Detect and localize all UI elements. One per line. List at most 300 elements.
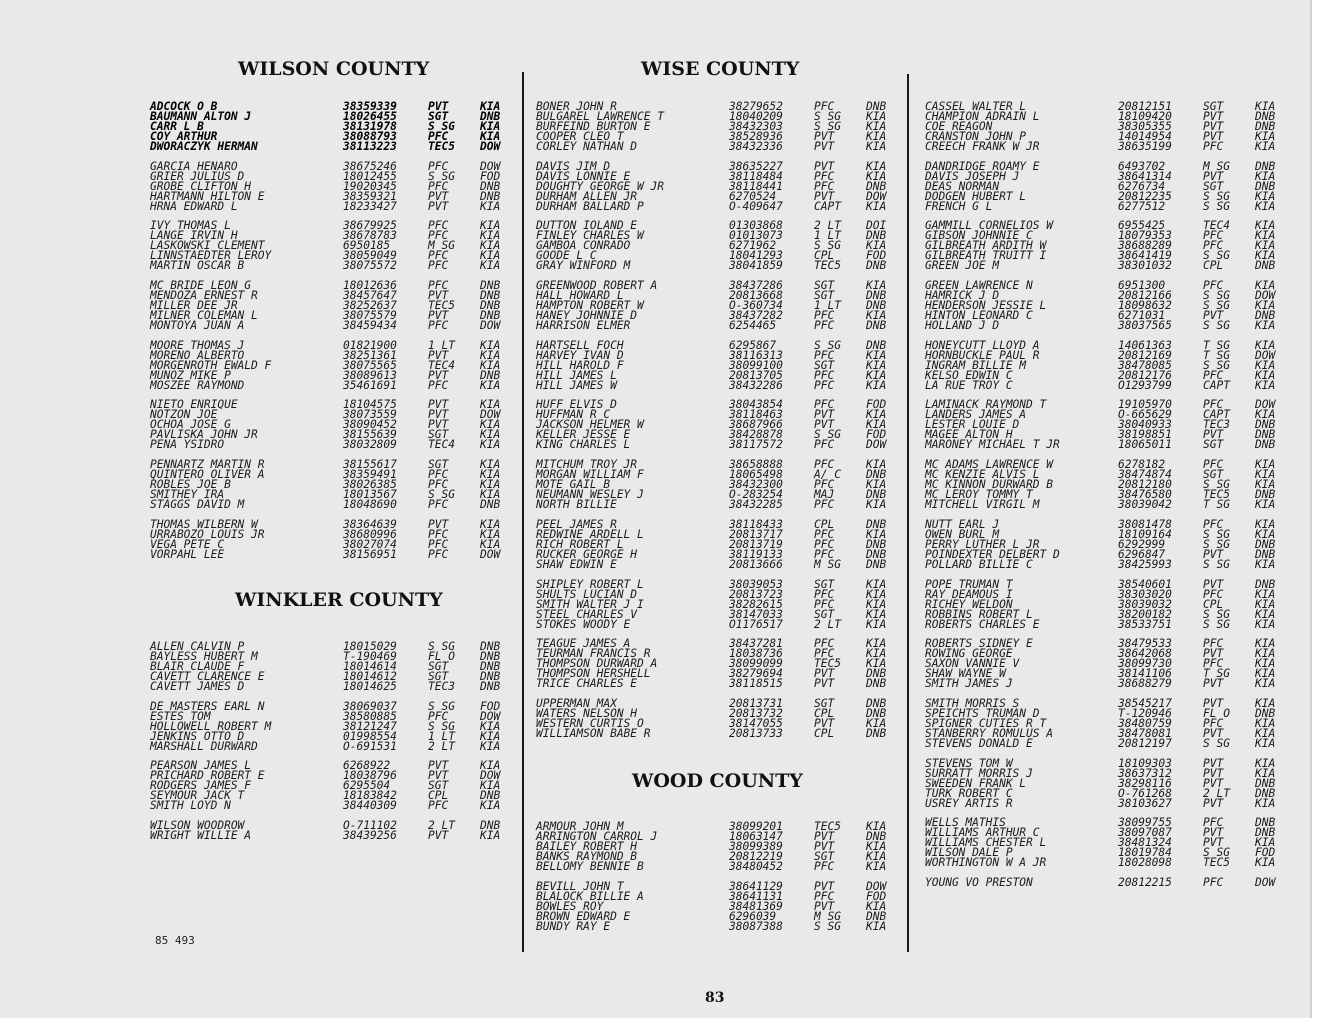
entry-rank: PVT <box>814 418 835 432</box>
entry-status: DNB <box>866 468 887 482</box>
entry-rank: PFC <box>1203 279 1224 293</box>
entry-serial: 38156951 <box>343 547 397 561</box>
entry-status: KIA <box>1255 478 1276 492</box>
entry-status: KIA <box>480 249 501 263</box>
entry-serial: 20813717 <box>729 527 783 541</box>
entry-name: SWEEDEN FRANK L <box>925 776 1027 790</box>
entry-name: PAVLISKA JOHN JR <box>150 428 258 442</box>
entry-serial: 18013567 <box>343 488 397 502</box>
entry-serial: 6277512 <box>1118 199 1166 213</box>
entry-status: DNB <box>1255 816 1276 830</box>
entry-rank: SGT <box>428 670 449 683</box>
entry-name: HARTSELL FOCH <box>536 338 624 352</box>
entry-rank: PFC <box>428 319 449 333</box>
entry-name: BOWLES ROY <box>536 899 604 913</box>
entry-name: RICHEY WELDON <box>925 597 1013 611</box>
entry-serial: 38432303 <box>729 120 783 133</box>
entry-rank: PVT <box>814 830 835 843</box>
entry-serial: 6292999 <box>1118 537 1166 551</box>
entry-rank: S SG <box>814 338 841 352</box>
entry-serial: 38075579 <box>343 309 397 323</box>
entry-serial: 38141106 <box>1118 667 1172 681</box>
entry-serial: 20813733 <box>729 726 783 740</box>
heading-wilson-county: WILSON COUNTY <box>238 58 430 80</box>
entry-rank: S SG <box>814 110 841 123</box>
entry-serial: 38359321 <box>343 189 397 203</box>
entry-rank: SGT <box>814 577 835 591</box>
entry-name: BAUMANN ALTON J <box>150 110 252 123</box>
entry-serial: 20813723 <box>729 587 783 601</box>
entry-status: DOW <box>866 189 887 203</box>
entry-status: KIA <box>1255 736 1276 750</box>
entry-serial: 6493702 <box>1118 159 1166 173</box>
entry-rank: PVT <box>814 159 835 173</box>
entry-serial: 38641131 <box>729 889 783 903</box>
entry-status: KIA <box>1255 299 1276 313</box>
entry-serial: 38439256 <box>343 829 397 843</box>
entry-status: KIA <box>1255 100 1276 113</box>
entry-status: KIA <box>480 378 501 392</box>
entry-status: KIA <box>480 428 501 442</box>
entry-rank: 2 LT <box>1203 786 1230 800</box>
entry-rank: SGT <box>814 279 835 293</box>
entry-name: ROBBINS ROBERT L <box>925 607 1033 621</box>
entry-serial: 38147033 <box>729 607 783 621</box>
entry-rank: 2 LT <box>428 739 455 753</box>
entry-name: GRIER JULIUS D <box>150 169 245 183</box>
entry-status: DNB <box>480 640 501 653</box>
entry-rank: M SG <box>1203 159 1230 173</box>
entry-status: KIA <box>480 398 501 412</box>
entry-name: MOORE THOMAS J <box>150 338 245 352</box>
entry-rank: S SG <box>814 120 841 133</box>
entry-rank: PFC <box>428 279 449 293</box>
entry-rank: S SG <box>1203 358 1230 372</box>
entry-name: LASKOWSKI CLEMENT <box>150 239 265 253</box>
entry-name: MARTIN OSCAR B <box>150 259 245 273</box>
entry-rank: CAPT <box>1203 408 1230 422</box>
entry-name: USREY ARTIS R <box>925 796 1013 810</box>
entry-rank: 2 LT <box>814 219 841 233</box>
entry-rank: PVT <box>1203 836 1224 850</box>
entry-name: WESTERN CURTIS O <box>536 716 644 730</box>
entry-name: WATERS NELSON H <box>536 706 638 720</box>
entry-rank: T SG <box>1203 338 1230 352</box>
entry-status: KIA <box>480 719 501 733</box>
entry-serial: 18012636 <box>343 279 397 293</box>
entry-serial: O-409647 <box>729 199 783 213</box>
entry-rank: PVT <box>428 368 449 382</box>
entry-status: DNB <box>1255 786 1276 800</box>
entry-name: KING CHARLES L <box>536 438 631 452</box>
entry-serial: 38279694 <box>729 667 783 681</box>
entry-rank: PFC <box>428 259 449 273</box>
entry-rank: S SG <box>428 488 455 502</box>
entry-serial: 18014612 <box>343 670 397 683</box>
entry-status: KIA <box>480 219 501 233</box>
entry-name: NUTT EARL J <box>925 517 1000 531</box>
entry-name: DUTTON IOLAND E <box>536 219 638 233</box>
entry-serial: 38043854 <box>729 398 783 412</box>
entry-status: KIA <box>866 458 887 472</box>
entry-status: KIA <box>1255 229 1276 243</box>
entry-name: HUFF ELVIS D <box>536 398 617 412</box>
entry-rank: MAJ <box>814 488 835 502</box>
entry-serial: 35461691 <box>343 378 397 392</box>
entry-name: SHAW EDWIN E <box>536 557 617 571</box>
entry-name: SMITH JAMES J <box>925 677 1013 691</box>
entry-name: SEYMOUR JACK T <box>150 789 245 803</box>
entry-name: BULGAREL LAWRENCE T <box>536 110 664 123</box>
entry-name: KELSO EDWIN C <box>925 368 1013 382</box>
entry-status: FOD <box>866 249 887 263</box>
entry-serial: 18012455 <box>343 169 397 183</box>
entry-serial: 18040209 <box>729 110 783 123</box>
entry-serial: 38688289 <box>1118 239 1172 253</box>
entry-serial: 38198851 <box>1118 428 1172 442</box>
entry-status: KIA <box>1255 169 1276 183</box>
entry-name: HALL HOWARD L <box>536 289 624 303</box>
entry-status: DNB <box>480 368 501 382</box>
entry-serial: 38073559 <box>343 408 397 422</box>
entry-status: KIA <box>1255 249 1276 263</box>
entry-rank: FL O <box>1203 706 1230 720</box>
entry-rank: PVT <box>1203 766 1224 780</box>
entry-status: KIA <box>1255 657 1276 671</box>
entry-rank: PVT <box>1203 577 1224 591</box>
entry-serial: 18014625 <box>343 680 397 693</box>
entry-serial: 38039053 <box>729 577 783 591</box>
entry-rank: TEC3 <box>428 680 455 693</box>
entry-name: NORTH BILLIE <box>536 498 617 512</box>
entry-name: CARR L B <box>150 120 204 133</box>
entry-serial: 38026385 <box>343 478 397 492</box>
entry-serial: 38678783 <box>343 229 397 243</box>
entry-rank: S SG <box>1203 527 1230 541</box>
entry-status: KIA <box>1255 140 1276 153</box>
entry-serial: 38687966 <box>729 418 783 432</box>
entry-name: PEARSON JAMES L <box>150 759 252 773</box>
entry-status: KIA <box>866 348 887 362</box>
entry-serial: 38155617 <box>343 458 397 472</box>
entry-serial: 38059049 <box>343 249 397 263</box>
entry-serial: 01013073 <box>729 229 783 243</box>
entry-serial: 38118441 <box>729 179 783 193</box>
entry-name: DAVIS JOSEPH J <box>925 169 1020 183</box>
entry-rank: PFC <box>428 709 449 723</box>
entry-name: FINLEY CHARLES W <box>536 229 644 243</box>
entry-name: BUNDY RAY E <box>536 919 611 933</box>
entry-status: KIA <box>866 919 887 933</box>
entry-name: THOMPSON DURWARD A <box>536 657 658 671</box>
entry-rank: SGT <box>814 696 835 710</box>
entry-status: DOW <box>480 159 501 173</box>
entry-rank: PVT <box>428 408 449 422</box>
entry-status: KIA <box>1255 199 1276 213</box>
entry-serial: 18079353 <box>1118 229 1172 243</box>
entry-status: DNB <box>480 309 501 323</box>
entry-serial: 38200182 <box>1118 607 1172 621</box>
entry-status: DNB <box>1255 826 1276 840</box>
entry-name: SMITHEY IRA <box>150 488 225 502</box>
entry-status: DOW <box>480 140 501 153</box>
entry-name: DURHAM ALLEN JR <box>536 189 638 203</box>
entry-name: GROBE CLIFTON H <box>150 179 252 193</box>
entry-name: MAGEE ALTON H <box>925 428 1013 442</box>
entry-rank: S SG <box>1203 617 1230 631</box>
entry-name: PRICHARD ROBERT E <box>150 769 265 783</box>
entry-rank: PFC <box>428 159 449 173</box>
entry-rank: CAPT <box>1203 378 1230 392</box>
entry-name: SHULTS LUCIAN D <box>536 587 638 601</box>
entry-status: KIA <box>1255 836 1276 850</box>
entry-serial: 38481324 <box>1118 836 1172 850</box>
entry-serial: 38113223 <box>343 140 397 153</box>
entry-rank: TEC4 <box>428 358 455 372</box>
entry-status: KIA <box>866 159 887 173</box>
entry-status: FOD <box>866 428 887 442</box>
entry-name: BLALOCK BILLIE A <box>536 889 644 903</box>
entry-serial: 6950185 <box>343 239 391 253</box>
entry-rank: PFC <box>814 597 835 611</box>
entry-rank: CPL <box>814 517 835 531</box>
entry-status: KIA <box>1255 557 1276 571</box>
entry-name: ALLEN CALVIN P <box>150 640 245 653</box>
entry-status: KIA <box>1255 756 1276 770</box>
entry-status: DNB <box>480 789 501 803</box>
entry-rank: TEC5 <box>814 820 841 833</box>
entry-rank: PFC <box>428 229 449 243</box>
entry-rank: PVT <box>814 840 835 853</box>
entry-name: MONTOYA JUAN A <box>150 319 245 333</box>
entry-status: KIA <box>1255 597 1276 611</box>
entry-status: DNB <box>866 547 887 561</box>
entry-serial: 38099730 <box>1118 657 1172 671</box>
entry-status: KIA <box>1255 458 1276 472</box>
entry-status: DNB <box>866 319 887 333</box>
entry-status: KIA <box>1255 358 1276 372</box>
entry-name: IVY THOMAS L <box>150 219 231 233</box>
entry-serial: 18063147 <box>729 830 783 843</box>
entry-name: BONER JOHN R <box>536 100 617 113</box>
entry-name: POINDEXTER DELBERT D <box>925 547 1060 561</box>
entry-status: KIA <box>480 348 501 362</box>
entry-rank: S SG <box>1203 557 1230 571</box>
entry-status: DNB <box>480 279 501 293</box>
entry-status: KIA <box>480 229 501 243</box>
entry-serial: 38099389 <box>729 840 783 853</box>
entry-name: COY ARTHUR <box>150 130 218 143</box>
entry-rank: PFC <box>428 468 449 482</box>
entry-status: KIA <box>480 418 501 432</box>
entry-status: KIA <box>866 199 887 213</box>
entry-rank: CPL <box>1203 597 1224 611</box>
entry-status: DNB <box>866 517 887 531</box>
entry-serial: 38364639 <box>343 517 397 531</box>
entry-rank: PFC <box>428 547 449 561</box>
entry-status: KIA <box>866 607 887 621</box>
entry-serial: 6278182 <box>1118 458 1166 472</box>
entry-rank: TEC5 <box>428 140 455 153</box>
entry-rank: TEC5 <box>1203 856 1230 870</box>
entry-status: DNB <box>1255 776 1276 790</box>
entry-rank: PFC <box>428 478 449 492</box>
entry-name: STEVENS TOM W <box>925 756 1013 770</box>
entry-name: LANDERS JAMES A <box>925 408 1027 422</box>
entry-rank: PFC <box>428 378 449 392</box>
entry-serial: 38252637 <box>343 299 397 313</box>
entry-status: DNB <box>480 680 501 693</box>
entry-serial: 18015029 <box>343 640 397 653</box>
entry-rank: SGT <box>428 428 449 442</box>
entry-serial: 18048690 <box>343 498 397 512</box>
entry-name: ROWING GEORGE <box>925 647 1013 661</box>
entry-name: SMITH MORRIS S <box>925 696 1020 710</box>
entry-rank: PFC <box>814 319 835 333</box>
entry-rank: S SG <box>1203 199 1230 213</box>
entry-serial: 38099099 <box>729 657 783 671</box>
entry-status: KIA <box>1255 607 1276 621</box>
entry-serial: 38075565 <box>343 358 397 372</box>
entry-status: KIA <box>1255 667 1276 681</box>
entry-serial: 38437286 <box>729 279 783 293</box>
entry-status: DOW <box>1255 398 1276 412</box>
entry-rank: PFC <box>428 130 449 143</box>
entry-name: ARMOUR JOHN M <box>536 820 624 833</box>
entry-name: NOTZON JOE <box>150 408 218 422</box>
entry-status: KIA <box>1255 716 1276 730</box>
entry-serial: 18038736 <box>729 647 783 661</box>
entry-rank: S SG <box>428 640 455 653</box>
entry-name: CHAMPION ADRAIN L <box>925 110 1040 123</box>
entry-serial: 6955425 <box>1118 219 1166 233</box>
entry-name: ARRINGTON CARROL J <box>536 830 658 843</box>
entry-serial: 38118433 <box>729 517 783 531</box>
entry-serial: 20812197 <box>1118 736 1172 750</box>
entry-serial: 6270524 <box>729 189 777 203</box>
entry-rank: S SG <box>1203 289 1230 303</box>
entry-status: DNB <box>1255 488 1276 502</box>
entry-name: DANDRIDGE ROAMY E <box>925 159 1040 173</box>
entry-serial: 38118484 <box>729 169 783 183</box>
entry-serial: 38440309 <box>343 799 397 813</box>
entry-serial: 38474874 <box>1118 468 1172 482</box>
entry-serial: O-665629 <box>1118 408 1172 422</box>
entry-serial: 18109420 <box>1118 110 1172 123</box>
entry-name: MOTE GAIL B <box>536 478 611 492</box>
entry-name: GAMBOA CONRADO <box>536 239 631 253</box>
entry-rank: S SG <box>1203 249 1230 263</box>
entry-serial: 38675246 <box>343 159 397 173</box>
entry-serial: 38103627 <box>1118 796 1172 810</box>
entry-serial: T-190469 <box>343 650 397 663</box>
entry-serial: 18019784 <box>1118 846 1172 860</box>
entry-serial: 38147055 <box>729 716 783 730</box>
entry-status: KIA <box>1255 189 1276 203</box>
entry-status: DNB <box>866 100 887 113</box>
entry-name: MORGAN WILLIAM F <box>536 468 644 482</box>
entry-rank: PVT <box>814 130 835 143</box>
entry-status: DOW <box>480 769 501 783</box>
entry-status: KIA <box>480 100 501 113</box>
entry-serial: 6254465 <box>729 319 777 333</box>
entry-name: BURFEIND BURTON E <box>536 120 651 133</box>
entry-status: DOW <box>1255 875 1276 889</box>
entry-name: HONEYCUTT LLOYD A <box>925 338 1040 352</box>
entry-serial: 20812169 <box>1118 348 1172 362</box>
entry-serial: O-711102 <box>343 819 397 833</box>
entry-serial: 18038796 <box>343 769 397 783</box>
entry-serial: 38481369 <box>729 899 783 913</box>
entry-serial: 38480759 <box>1118 716 1172 730</box>
entry-rank: PFC <box>814 587 835 601</box>
entry-status: DNB <box>866 299 887 313</box>
entry-rank: PFC <box>814 309 835 323</box>
entry-serial: 38089613 <box>343 368 397 382</box>
entry-rank: PVT <box>428 189 449 203</box>
entry-name: GARCIA HENARO <box>150 159 238 173</box>
entry-serial: 38081478 <box>1118 517 1172 531</box>
entry-name: BELLOMY BENNIE B <box>536 860 644 873</box>
entry-status: KIA <box>866 358 887 372</box>
heading-winkler-county: WINKLER COUNTY <box>235 589 443 611</box>
entry-name: PENA YSIDRO <box>150 438 225 452</box>
entry-name: DWORACZYK HERMAN <box>150 140 258 153</box>
entry-status: KIA <box>1255 408 1276 422</box>
entry-status: KIA <box>1255 856 1276 870</box>
entry-name: HINTON LEONARD C <box>925 309 1033 323</box>
entry-name: URRABOZO LOUIS JR <box>150 527 265 541</box>
entry-serial: 38099100 <box>729 358 783 372</box>
entry-status: DNB <box>866 537 887 551</box>
entry-rank: SGT <box>428 660 449 673</box>
entry-rank: PVT <box>1203 647 1224 661</box>
entry-name: CORLEY NATHAN D <box>536 140 638 153</box>
entry-name: POPE TRUMAN T <box>925 577 1013 591</box>
entry-serial: 38298116 <box>1118 776 1172 790</box>
entry-name: GILBREATH ARDITH W <box>925 239 1047 253</box>
entry-rank: PVT <box>1203 796 1224 810</box>
entry-name: DAVIS LONNIE E <box>536 169 631 183</box>
entry-serial: 14061363 <box>1118 338 1172 352</box>
entry-serial: 38641129 <box>729 879 783 893</box>
entry-status: KIA <box>1255 766 1276 780</box>
entry-status: DOW <box>866 879 887 893</box>
entry-name: DODGEN HUBERT L <box>925 189 1027 203</box>
entry-serial: 20813731 <box>729 696 783 710</box>
entry-status: DNB <box>480 299 501 313</box>
entry-name: DOUGHTY GEORGE W JR <box>536 179 664 193</box>
entry-status: KIA <box>866 378 887 392</box>
entry-rank: S SG <box>1203 607 1230 621</box>
entry-rank: 1 LT <box>428 729 455 743</box>
entry-serial: 6276734 <box>1118 179 1166 193</box>
entry-name: HILL JAMES L <box>536 368 617 382</box>
entry-name: STOKES WOODY E <box>536 617 631 631</box>
entry-status: DOW <box>480 547 501 561</box>
entry-rank: FL O <box>428 650 455 663</box>
entry-status: KIA <box>480 130 501 143</box>
entry-rank: PFC <box>1203 587 1224 601</box>
entry-status: DNB <box>480 179 501 193</box>
entry-serial: 14014954 <box>1118 130 1172 143</box>
entry-serial: 38037565 <box>1118 319 1172 333</box>
entry-rank: SGT <box>428 779 449 793</box>
entry-rank: S SG <box>1203 846 1230 860</box>
entry-rank: PVT <box>428 100 449 113</box>
entry-rank: PVT <box>1203 547 1224 561</box>
entry-serial: T-120946 <box>1118 706 1172 720</box>
